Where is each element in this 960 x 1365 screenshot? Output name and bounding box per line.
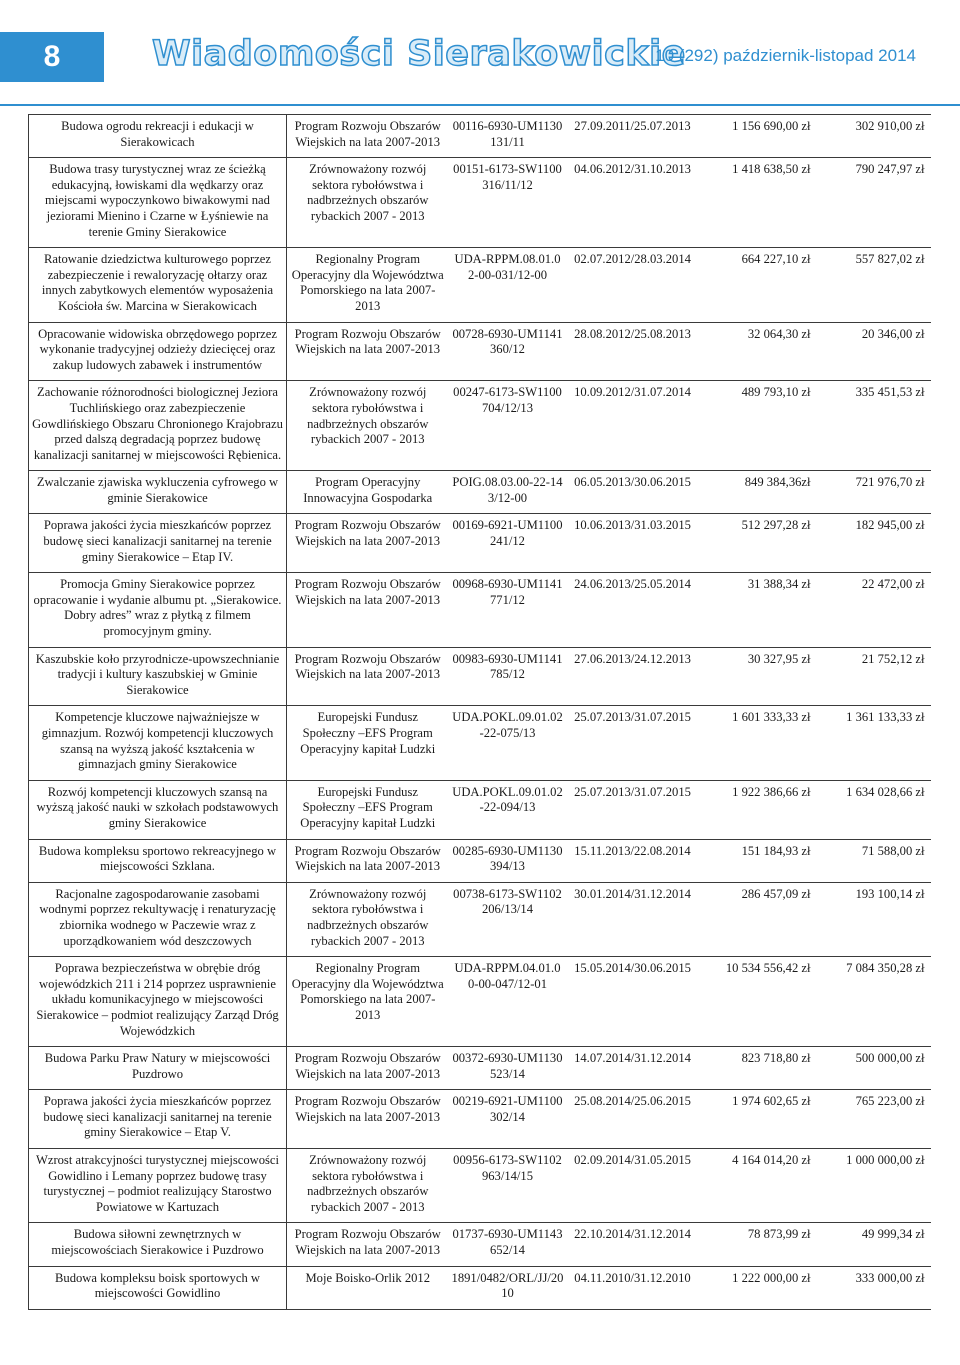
agreement-number-cell: 00247-6173-SW1100704/12/13 bbox=[449, 381, 567, 471]
project-title-cell: Budowa siłowni zewnętrznych w miejscowościach Sierakowice i Puzdrowo bbox=[29, 1223, 287, 1266]
agreement-number-cell: 00728-6930-UM1141360/12 bbox=[449, 322, 567, 381]
project-title-cell: Budowa Parku Praw Natury w miejscowości Puzdrowo bbox=[29, 1047, 287, 1090]
project-period-cell: 25.07.2013/31.07.2015 bbox=[567, 706, 699, 780]
project-period-cell: 30.01.2014/31.12.2014 bbox=[567, 882, 699, 956]
funding-program-cell: Program Rozwoju Obszarów Wiejskich na lata 2007-2013 bbox=[287, 839, 449, 882]
grant-amount-cell: 765 223,00 zł bbox=[817, 1090, 931, 1149]
publication-title: Wiadomości Sierakowickie bbox=[152, 34, 686, 74]
agreement-number-cell: 00151-6173-SW1100316/11/12 bbox=[449, 158, 567, 248]
project-period-cell: 15.05.2014/30.06.2015 bbox=[567, 957, 699, 1047]
agreement-number-cell: UDA.POKL.09.01.02-22-075/13 bbox=[449, 706, 567, 780]
table-row bbox=[29, 514, 931, 573]
funding-program-cell: Program Operacyjny Innowacyjna Gospodarka bbox=[287, 471, 449, 514]
agreement-number-cell: UDA-RPPM.04.01.00-00-047/12-01 bbox=[449, 957, 567, 1047]
grant-amount-cell: 500 000,00 zł bbox=[817, 1047, 931, 1090]
table-row bbox=[29, 882, 931, 956]
project-period-cell: 25.08.2014/25.06.2015 bbox=[567, 1090, 699, 1149]
funding-program-cell: Zrównoważony rozwój sektora rybołówstwa i nadbrzeżnych obszarów rybackich 2007 - 2013 bbox=[287, 381, 449, 471]
project-value-cell: 823 718,80 zł bbox=[699, 1047, 817, 1090]
grant-amount-cell: 1 361 133,33 zł bbox=[817, 706, 931, 780]
agreement-number-cell: 00738-6173-SW1102206/13/14 bbox=[449, 882, 567, 956]
grant-amount-cell: 20 346,00 zł bbox=[817, 322, 931, 381]
agreement-number-cell: 00968-6930-UM1141771/12 bbox=[449, 573, 567, 647]
project-period-cell: 24.06.2013/25.05.2014 bbox=[567, 573, 699, 647]
funding-program-cell: Europejski Fundusz Społeczny –EFS Program Operacyjny kapitał Ludzki bbox=[287, 780, 449, 839]
funding-program-cell: Program Rozwoju Obszarów Wiejskich na lata 2007-2013 bbox=[287, 647, 449, 706]
project-period-cell: 27.06.2013/24.12.2013 bbox=[567, 647, 699, 706]
project-value-cell: 32 064,30 zł bbox=[699, 322, 817, 381]
agreement-number-cell: 00372-6930-UM1130523/14 bbox=[449, 1047, 567, 1090]
project-title-cell: Budowa trasy turystycznej wraz ze ścieżką edukacyjną, łowiskami dla wędkarzy oraz miejscami wypoczynkowo biwakowymi nad jeziorami Mienino i Czarne w Łyśniewie na terenie Gminy Sierakowice bbox=[29, 158, 287, 248]
grant-amount-cell: 49 999,34 zł bbox=[817, 1223, 931, 1266]
project-title-cell: Budowa ogrodu rekreacji i edukacji w Sierakowicach bbox=[29, 115, 287, 158]
grant-amount-cell: 7 084 350,28 zł bbox=[817, 957, 931, 1047]
project-period-cell: 28.08.2012/25.08.2013 bbox=[567, 322, 699, 381]
project-value-cell: 1 222 000,00 zł bbox=[699, 1266, 817, 1309]
agreement-number-cell: 01737-6930-UM1143652/14 bbox=[449, 1223, 567, 1266]
project-value-cell: 1 418 638,50 zł bbox=[699, 158, 817, 248]
table-row bbox=[29, 158, 931, 248]
grant-amount-cell: 721 976,70 zł bbox=[817, 471, 931, 514]
project-value-cell: 10 534 556,42 zł bbox=[699, 957, 817, 1047]
project-value-cell: 31 388,34 zł bbox=[699, 573, 817, 647]
project-period-cell: 15.11.2013/22.08.2014 bbox=[567, 839, 699, 882]
funding-program-cell: Program Rozwoju Obszarów Wiejskich na lata 2007-2013 bbox=[287, 322, 449, 381]
project-title-cell: Budowa kompleksu boisk sportowych w miejscowości Gowidlino bbox=[29, 1266, 287, 1309]
project-title-cell: Poprawa jakości życia mieszkańców poprzez budowę sieci kanalizacji sanitarnej na terenie gminy Sierakowice – Etap IV. bbox=[29, 514, 287, 573]
grant-amount-cell: 182 945,00 zł bbox=[817, 514, 931, 573]
project-value-cell: 1 974 602,65 zł bbox=[699, 1090, 817, 1149]
project-period-cell: 04.11.2010/31.12.2010 bbox=[567, 1266, 699, 1309]
project-title-cell: Wzrost atrakcyjności turystycznej miejscowości Gowidlino i Lemany poprzez budowę trasy turystycznej – podmiot realizujący Starostwo Powiatowe w Kartuzach bbox=[29, 1149, 287, 1223]
funding-program-cell: Zrównoważony rozwój sektora rybołówstwa i nadbrzeżnych obszarów rybackich 2007 - 2013 bbox=[287, 882, 449, 956]
funding-program-cell: Program Rozwoju Obszarów Wiejskich na lata 2007-2013 bbox=[287, 1090, 449, 1149]
grant-amount-cell: 333 000,00 zł bbox=[817, 1266, 931, 1309]
project-value-cell: 1 156 690,00 zł bbox=[699, 115, 817, 158]
projects-table bbox=[28, 114, 931, 1310]
funding-program-cell: Program Rozwoju Obszarów Wiejskich na lata 2007-2013 bbox=[287, 573, 449, 647]
projects-table-body bbox=[29, 115, 931, 1310]
project-value-cell: 151 184,93 zł bbox=[699, 839, 817, 882]
table-row bbox=[29, 115, 931, 158]
project-value-cell: 286 457,09 zł bbox=[699, 882, 817, 956]
project-period-cell: 27.09.2011/25.07.2013 bbox=[567, 115, 699, 158]
page-header bbox=[0, 0, 960, 108]
agreement-number-cell: UDA-RPPM.08.01.02-00-031/12-00 bbox=[449, 248, 567, 322]
project-period-cell: 25.07.2013/31.07.2015 bbox=[567, 780, 699, 839]
page-number: 8 bbox=[0, 32, 104, 82]
table-row bbox=[29, 957, 931, 1047]
agreement-number-cell: 1891/0482/ORL/JJ/2010 bbox=[449, 1266, 567, 1309]
project-value-cell: 30 327,95 zł bbox=[699, 647, 817, 706]
project-value-cell: 4 164 014,20 zł bbox=[699, 1149, 817, 1223]
table-row bbox=[29, 780, 931, 839]
project-period-cell: 02.09.2014/31.05.2015 bbox=[567, 1149, 699, 1223]
project-period-cell: 14.07.2014/31.12.2014 bbox=[567, 1047, 699, 1090]
grant-amount-cell: 193 100,14 zł bbox=[817, 882, 931, 956]
project-title-cell: Racjonalne zagospodarowanie zasobami wodnymi poprzez rekultywację i renaturyzację zbiornika wodnego w Paczewie wraz z uporządkowaniem wód deszczowych bbox=[29, 882, 287, 956]
project-title-cell: Ratowanie dziedzictwa kulturowego poprzez zabezpieczenie i rewaloryzację ołtarzy oraz innych zabytkowych elementów wyposażenia Kościoła św. Marcina w Sierakowicach bbox=[29, 248, 287, 322]
table-row bbox=[29, 381, 931, 471]
grant-amount-cell: 21 752,12 zł bbox=[817, 647, 931, 706]
grant-amount-cell: 557 827,02 zł bbox=[817, 248, 931, 322]
table-row bbox=[29, 471, 931, 514]
project-title-cell: Poprawa bezpieczeństwa w obrębie dróg wojewódzkich 211 i 214 poprzez usprawnienie układu komunikacyjnego w miejscowości Sierakowice – podmiot realizujący Zarząd Dróg Wojewódzkich bbox=[29, 957, 287, 1047]
table-row bbox=[29, 1149, 931, 1223]
table-row bbox=[29, 647, 931, 706]
project-title-cell: Budowa kompleksu sportowo rekreacyjnego w miejscowości Szklana. bbox=[29, 839, 287, 882]
project-value-cell: 849 384,36zł bbox=[699, 471, 817, 514]
agreement-number-cell: 00116-6930-UM1130131/11 bbox=[449, 115, 567, 158]
funding-program-cell: Program Rozwoju Obszarów Wiejskich na lata 2007-2013 bbox=[287, 1223, 449, 1266]
project-title-cell: Opracowanie widowiska obrzędowego poprzez wykonanie tradycyjnej odzieży dziecięcej oraz zakup ludowych zabawek i instrumentów bbox=[29, 322, 287, 381]
agreement-number-cell: 00956-6173-SW1102963/14/15 bbox=[449, 1149, 567, 1223]
project-title-cell: Zachowanie różnorodności biologicznej Jeziora Tuchlińskiego oraz zabezpieczenie Gowdlińskiego Obszaru Chronionego Krajobrazu przed dalszą degradacją poprzez budowę kanalizacji sanitarnej w miejscowości Rębienica. bbox=[29, 381, 287, 471]
project-period-cell: 22.10.2014/31.12.2014 bbox=[567, 1223, 699, 1266]
project-title-cell: Kompetencje kluczowe najważniejsze w gimnazjum. Rozwój kompetencji kluczowych szansą na wyższą jakość kształcenia w gimnazjach gminy Sierakowice bbox=[29, 706, 287, 780]
table-row bbox=[29, 1047, 931, 1090]
table-row bbox=[29, 1090, 931, 1149]
project-period-cell: 10.09.2012/31.07.2014 bbox=[567, 381, 699, 471]
funding-program-cell: Regionalny Program Operacyjny dla Województwa Pomorskiego na lata 2007-2013 bbox=[287, 957, 449, 1047]
table-row bbox=[29, 706, 931, 780]
project-period-cell: 04.06.2012/31.10.2013 bbox=[567, 158, 699, 248]
project-title-cell: Rozwój kompetencji kluczowych szansą na wyższą jakość nauki w szkołach podstawowych gminy Sierakowice bbox=[29, 780, 287, 839]
project-value-cell: 489 793,10 zł bbox=[699, 381, 817, 471]
funding-program-cell: Moje Boisko-Orlik 2012 bbox=[287, 1266, 449, 1309]
grant-amount-cell: 302 910,00 zł bbox=[817, 115, 931, 158]
table-row bbox=[29, 839, 931, 882]
funding-program-cell: Program Rozwoju Obszarów Wiejskich na lata 2007-2013 bbox=[287, 514, 449, 573]
grant-amount-cell: 790 247,97 zł bbox=[817, 158, 931, 248]
agreement-number-cell: 00983-6930-UM1141785/12 bbox=[449, 647, 567, 706]
funding-program-cell: Europejski Fundusz Społeczny –EFS Program Operacyjny kapitał Ludzki bbox=[287, 706, 449, 780]
issue-info: 10 (292) październik-listopad 2014 bbox=[655, 46, 916, 65]
funding-program-cell: Regionalny Program Operacyjny dla Województwa Pomorskiego na lata 2007-2013 bbox=[287, 248, 449, 322]
project-title-cell: Kaszubskie koło przyrodnicze-upowszechnianie tradycji i kultury kaszubskiej w Gminie Sierakowice bbox=[29, 647, 287, 706]
funding-program-cell: Zrównoważony rozwój sektora rybołówstwa i nadbrzeżnych obszarów rybackich 2007 - 2013 bbox=[287, 158, 449, 248]
grant-amount-cell: 1 634 028,66 zł bbox=[817, 780, 931, 839]
project-period-cell: 02.07.2012/28.03.2014 bbox=[567, 248, 699, 322]
agreement-number-cell: 00169-6921-UM1100241/12 bbox=[449, 514, 567, 573]
project-value-cell: 1 601 333,33 zł bbox=[699, 706, 817, 780]
project-title-cell: Zwalczanie zjawiska wykluczenia cyfrowego w gminie Sierakowice bbox=[29, 471, 287, 514]
project-title-cell: Poprawa jakości życia mieszkańców poprzez budowę sieci kanalizacji sanitarnej na terenie gminy Sierakowice – Etap V. bbox=[29, 1090, 287, 1149]
funding-program-cell: Program Rozwoju Obszarów Wiejskich na lata 2007-2013 bbox=[287, 115, 449, 158]
agreement-number-cell: 00285-6930-UM1130394/13 bbox=[449, 839, 567, 882]
table-row bbox=[29, 573, 931, 647]
project-value-cell: 1 922 386,66 zł bbox=[699, 780, 817, 839]
header-divider bbox=[0, 104, 960, 106]
grant-amount-cell: 1 000 000,00 zł bbox=[817, 1149, 931, 1223]
agreement-number-cell: 00219-6921-UM1100302/14 bbox=[449, 1090, 567, 1149]
project-value-cell: 78 873,99 zł bbox=[699, 1223, 817, 1266]
table-row bbox=[29, 248, 931, 322]
funding-program-cell: Program Rozwoju Obszarów Wiejskich na lata 2007-2013 bbox=[287, 1047, 449, 1090]
funding-program-cell: Zrównoważony rozwój sektora rybołówstwa i nadbrzeżnych obszarów rybackich 2007 - 2013 bbox=[287, 1149, 449, 1223]
project-value-cell: 512 297,28 zł bbox=[699, 514, 817, 573]
project-value-cell: 664 227,10 zł bbox=[699, 248, 817, 322]
grant-amount-cell: 22 472,00 zł bbox=[817, 573, 931, 647]
agreement-number-cell: POIG.08.03.00-22-143/12-00 bbox=[449, 471, 567, 514]
project-period-cell: 10.06.2013/31.03.2015 bbox=[567, 514, 699, 573]
project-period-cell: 06.05.2013/30.06.2015 bbox=[567, 471, 699, 514]
table-row bbox=[29, 1223, 931, 1266]
grant-amount-cell: 335 451,53 zł bbox=[817, 381, 931, 471]
table-row bbox=[29, 322, 931, 381]
grant-amount-cell: 71 588,00 zł bbox=[817, 839, 931, 882]
agreement-number-cell: UDA.POKL.09.01.02-22-094/13 bbox=[449, 780, 567, 839]
project-title-cell: Promocja Gminy Sierakowice poprzez opracowanie i wydanie albumu pt. „Sierakowice. Dobry adres” wraz z płytką z filmem promocyjnym gminy. bbox=[29, 573, 287, 647]
table-row bbox=[29, 1266, 931, 1309]
